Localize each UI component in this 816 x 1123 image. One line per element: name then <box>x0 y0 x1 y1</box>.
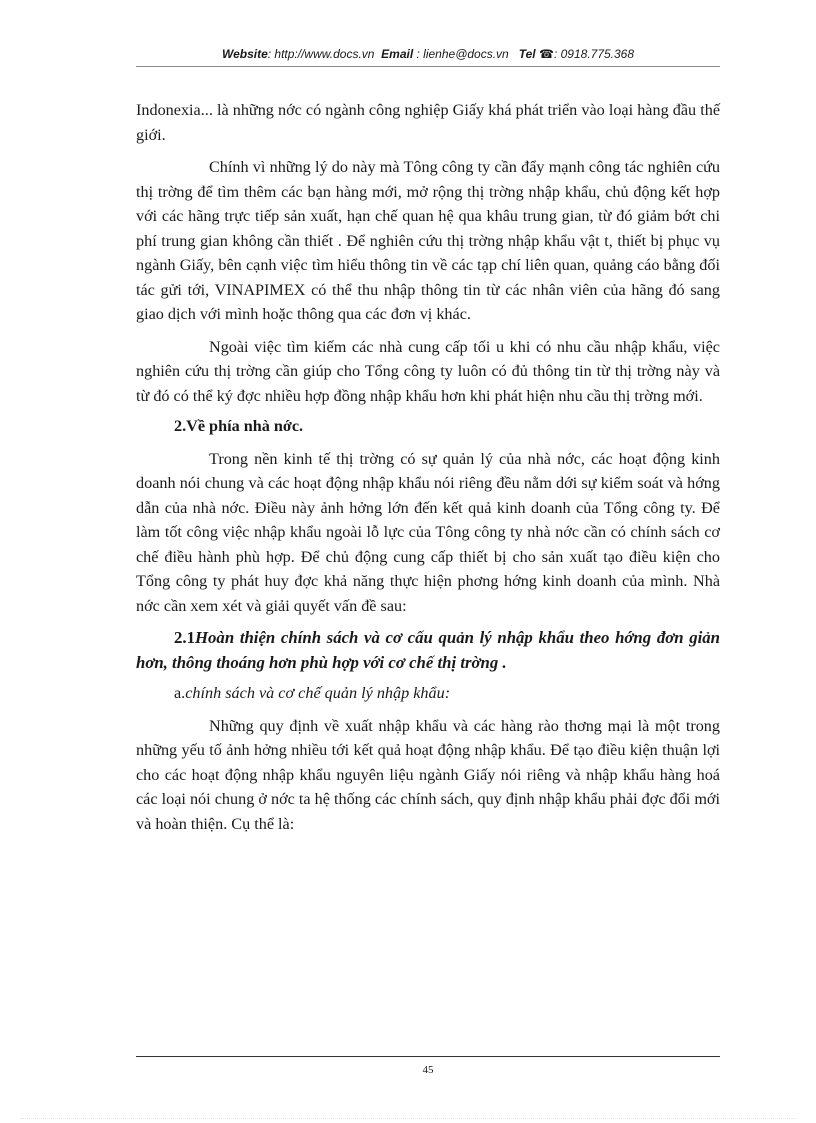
paragraph-1: Indonexia... là những nớc có ngành công nghiệp Giấy khá phát triển vào loại hàng đầu thế giới. <box>136 101 720 144</box>
sub-item-title: chính sách và cơ chế quản lý nhập khẩu: <box>185 684 451 702</box>
sub-item-letter: a. <box>174 684 186 702</box>
header-divider <box>136 66 720 67</box>
paragraph-4: Trong nền kinh tế thị trờng có sự quản lý của nhà nớc, các hoạt động kinh doanh nói chung và các hoạt động nhập khẩu nói riêng đều nằm dới sự kiểm soát và hớng dẫn của nhà nớc. Điều này ảnh hởng lớn đến kết quả kinh doanh của Tổng công ty. Để làm tốt công việc nhập khẩu ngoài lỗ lực của Tông công ty nhà nớc cần có chính sách cơ chế điều hành phù hợp. Để chủ động cung cấp thiết bị cho sản xuất tạo điều kiện cho Tổng công ty phát huy đợc khả năng thực hiện phơng hớng kinh doanh của mình. Nhà nớc cần xem xét và giải quyết vấn đề sau: <box>136 449 720 615</box>
sub-item-a <box>136 681 720 706</box>
phone-icon: ☎ <box>539 47 554 61</box>
page-header <box>136 47 720 61</box>
page-edge <box>20 1118 796 1119</box>
paragraph-2: Chính vì những lý do này mà Tông công ty cần đẩy mạnh công tác nghiên cứu thị trờng để tìm thêm các bạn hàng mới, mở rộng thị trờng nhập khẩu, chủ động kết hợp với các hãng trực tiếp sản xuất, hạn chế quan hệ qua khâu trung gian, từ đó giảm bớt chi phí trung gian không cần thiết . Để nghiên cứu thị trờng nhập khẩu vật t, thiết bị phục vụ ngành Giấy, bên cạnh việc tìm hiểu thông tin về các tạp chí liên quan, quảng cáo bằng đối tác gửi tới, VINAPIMEX có thể thu nhập thông tin từ các nhân viên của hãng đó sang giao dịch với mình hoặc thông qua các đơn vị khác. <box>136 158 720 323</box>
subsection-title: Hoàn thiện chính sách và cơ cấu quản lý nhập khẩu theo hớng đơn giản hơn, thông thoáng hơn phù hợp với cơ chế thị trờng . <box>136 628 720 672</box>
subsection-number: 2.1 <box>174 628 195 647</box>
subsection-heading-2-1 <box>136 626 720 675</box>
section-heading-2: 2.Về phía nhà nớc. <box>174 417 304 435</box>
paragraph-3: Ngoài việc tìm kiếm các nhà cung cấp tối u khi có nhu cầu nhập khẩu, việc nghiên cứu thị trờng cần giúp cho Tổng công ty luôn có đủ thông tin từ thị trờng này và từ đó có thể ký đợc nhiều hợp đồng nhập khẩu hơn khi phát hiện nhu cầu thị trờng mới. <box>136 337 720 405</box>
page-number: 45 <box>422 1064 434 1076</box>
footer-divider <box>136 1056 720 1057</box>
document-body <box>136 98 720 836</box>
paragraph-5: Những quy định về xuất nhập khẩu và các hàng rào thơng mại là một trong những yếu tố ảnh hởng nhiều tới kết quả hoạt động nhập khẩu. Để tạo điều kiện thuận lợi cho các hoạt động nhập khẩu nguyên liệu ngành Giấy nói riêng và nhập khẩu hàng hoá các loại nói chung ở nớc ta hệ thống các chính sách, quy định nhập khẩu phải đợc đổi mới và hoàn thiện. Cụ thể là: <box>136 716 720 833</box>
email-label: Email <box>381 47 414 61</box>
website-label: Website <box>221 47 268 61</box>
email-address[interactable]: : lienhe@docs.vn <box>416 47 509 61</box>
phone-number: : 0918.775.368 <box>553 47 635 61</box>
website-url[interactable]: : http://www.docs.vn <box>267 47 375 61</box>
tel-label: Tel <box>518 47 536 61</box>
